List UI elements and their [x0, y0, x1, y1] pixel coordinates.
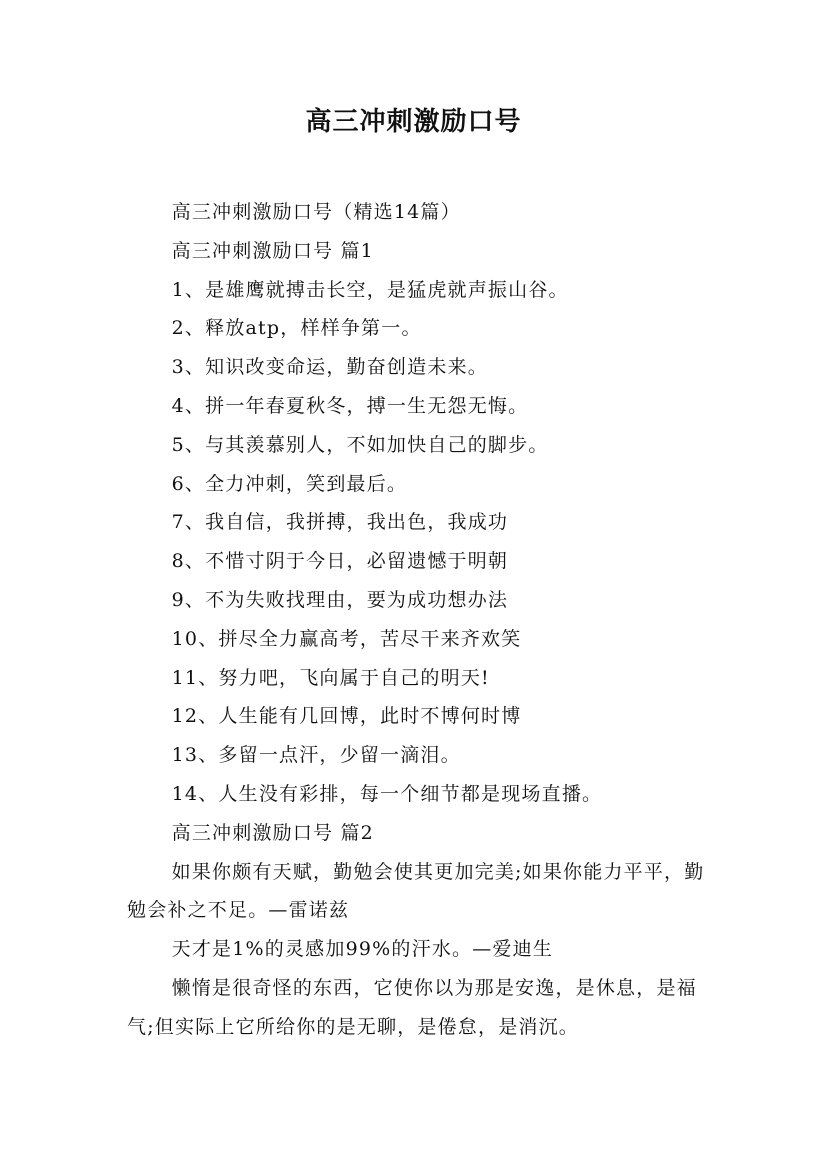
slogan-item: 13、多留一点汗，少留一滴泪。 — [171, 744, 461, 767]
slogan-item: 5、与其羡慕别人，不如加快自己的脚步。 — [171, 433, 549, 456]
slogan-item: 3、知识改变命运，勤奋创造未来。 — [171, 356, 488, 379]
slogan-item: 9、不为失败找理由，要为成功想办法 — [171, 588, 509, 611]
document-body — [127, 193, 717, 1047]
slogan-item: 1、是雄鹰就搏击长空，是猛虎就声振山谷。 — [171, 278, 569, 301]
quote-paragraph: 如果你颇有天赋，勤勉会使其更加完美;如果你能力平平，勤勉会补之不足。—雷诺兹 — [127, 860, 705, 922]
section-heading-1: 高三冲刺激励口号 篇1 — [171, 239, 374, 262]
slogan-item: 8、不惜寸阴于今日，必留遗憾于明朝 — [171, 550, 509, 573]
quote-paragraph: 天才是1%的灵感加99%的汗水。—爱迪生 — [171, 938, 554, 961]
slogan-item: 2、释放atp，样样争第一。 — [171, 317, 422, 340]
slogan-item: 7、我自信，我拼搏，我出色，我成功 — [171, 511, 509, 534]
slogan-item: 4、拼一年春夏秋冬，搏一生无怨无悔。 — [171, 394, 529, 417]
intro-line: 高三冲刺激励口号（精选14篇） — [171, 201, 461, 223]
slogan-item: 14、人生没有彩排，每一个细节都是现场直播。 — [171, 782, 603, 805]
document-title: 高三冲刺激励口号 — [305, 107, 522, 137]
section-heading-2: 高三冲刺激励口号 篇2 — [171, 821, 374, 844]
slogan-item: 6、全力冲刺，笑到最后。 — [171, 472, 408, 495]
slogan-item: 12、人生能有几回博，此时不博何时博 — [171, 705, 522, 728]
slogan-item: 10、拼尽全力赢高考，苦尽干来齐欢笑 — [171, 627, 522, 650]
quote-paragraph: 懒惰是很奇怪的东西，它使你以为那是安逸，是休息，是福气;但实际上它所给你的是无聊，是倦怠，是消沉。 — [127, 976, 697, 1038]
slogan-item: 11、努力吧，飞向属于自己的明天! — [171, 666, 490, 689]
